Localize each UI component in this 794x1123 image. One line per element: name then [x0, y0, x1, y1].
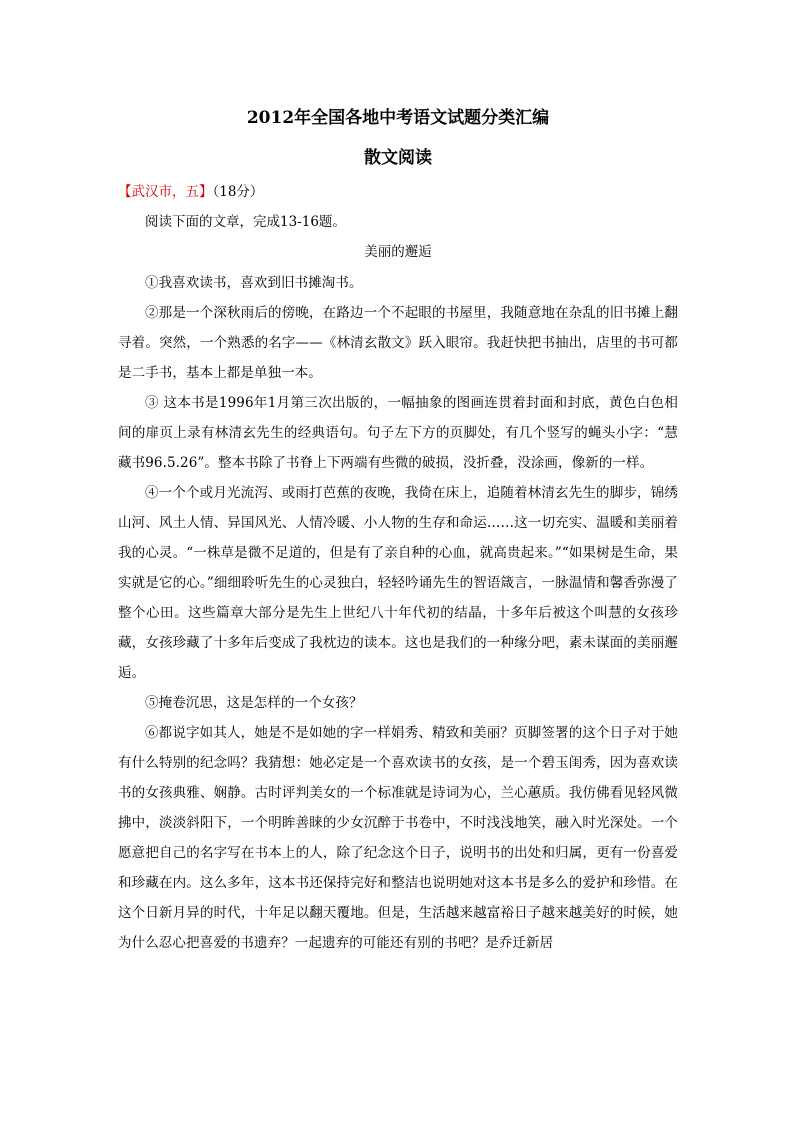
paragraph-1: ①我喜欢读书，喜欢到旧书摊淘书。 — [145, 275, 363, 291]
question-source — [118, 182, 678, 202]
paragraph-2: ②那是一个深秋雨后的傍晚，在路边一个不起眼的书屋里，我随意地在杂乱的旧书摊上翻寻着。突然，一个熟悉的名字——《林清玄散文》跃入眼帘。我赶快把书抽出，店里的书可都是二手书，基本上都是单独一本。 — [118, 305, 678, 381]
score-label: （18分） — [212, 184, 264, 200]
paragraph-6: ⑥都说字如其人，她是不是如她的字一样娟秀、精致和美丽？页脚签署的这个日子对于她有什么特别的纪念吗？我猜想：她必定是一个喜欢读书的女孩，是一个碧玉闺秀，因为喜欢读书的女孩典雅、娴静。古时评判美女的一个标准就是诗词为心，兰心蕙质。我仿佛看见轻风微拂中，淡淡斜阳下，一个明眸善睐的少女沉醉于书卷中，不时浅浅地笑，融入时光深处。一个愿意把自己的名字写在书本上的人，除了纪念这个日子，说明书的出处和归属，更有一份喜爱和珍藏在内。这么多年，这本书还保持完好和整洁也说明她对这本书是多么的爱护和珍惜。在这个日新月异的时代，十年足以翻天覆地。但是，生活越来越富裕日子越来越美好的时候，她为什么忍心把喜爱的书遗弃？一起遗弃的可能还有别的书吧？是乔迁新居 — [118, 725, 678, 951]
document-page — [118, 96, 678, 958]
section-title: 散文阅读 — [364, 148, 432, 168]
article-title: 美丽的邂逅 — [364, 244, 432, 260]
paragraph-5: ⑤掩卷沉思，这是怎样的一个女孩？ — [145, 695, 363, 711]
paragraph-4: ④一个个或月光流泻、或雨打芭蕉的夜晚，我倚在床上，追随着林清玄先生的脚步，锦绣山河、风土人情、异国风光、人情冷暖、小人物的生存和命运……这一切充实、温暖和美丽着我的心灵。“一株草是微不足道的，但是有了亲自种的心血，就高贵起来。”“如果树是生命，果实就是它的心。”细细聆听先生的心灵独白，轻轻吟诵先生的智语箴言，一脉温情和馨香弥漫了整个心田。这些篇章大部分是先生上世纪八十年代初的结晶，十多年后被这个叫慧的女孩珍藏，女孩珍藏了十多年后变成了我枕边的读本。这也是我们的一种缘分吧，素未谋面的美丽邂逅。 — [118, 485, 678, 681]
document-title: 2012年全国各地中考语文试题分类汇编 — [246, 108, 550, 128]
instruction-text: 阅读下面的文章，完成13-16题。 — [145, 214, 346, 230]
source-tag: 【武汉市，五】 — [118, 184, 213, 200]
paragraph-3: ③ 这本书是1996年1月第三次出版的，一幅抽象的图画连贯着封面和封底，黄色白色相间的扉页上录有林清玄先生的经典语句。句子左下方的页脚处，有几个竖写的蝇头小字：“慧藏书96.5.26”。整本书除了书脊上下两端有些微的破损，没折叠，没涂画，像新的一样。 — [118, 395, 678, 471]
